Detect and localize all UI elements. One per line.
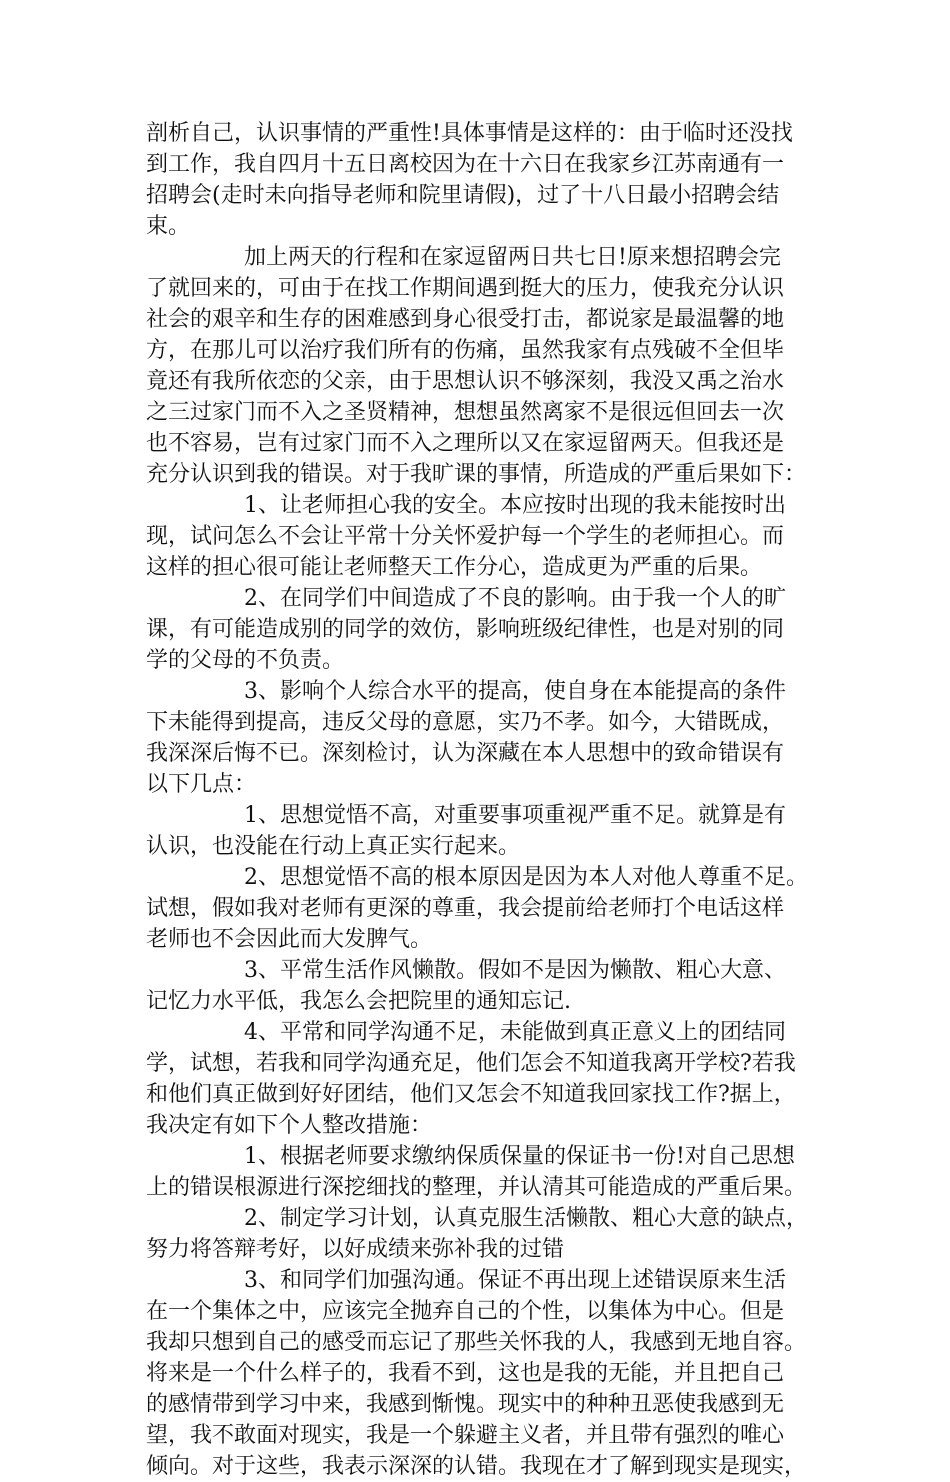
text-line: 3、平常生活作风懒散。假如不是因为懒散、粗心大意、: [244, 958, 786, 983]
text-line: 认识，也没能在行动上真正实行起来。: [146, 834, 521, 859]
text-line: 到工作，我自四月十五日离校因为在十六日在我家乡江苏南通有一: [146, 152, 785, 177]
text-line: 充分认识到我的错误。对于我旷课的事情，所造成的严重后果如下：: [146, 462, 807, 487]
text-line: 倾向。对于这些，我表示深深的认错。我现在才了解到现实是现实，: [146, 1454, 807, 1479]
text-line: 老师也不会因此而大发脾气。: [146, 927, 433, 952]
text-line: 3、和同学们加强沟通。保证不再出现上述错误原来生活: [244, 1268, 786, 1293]
text-line: 学，试想，若我和同学沟通充足，他们怎会不知道我离开学校?若我: [146, 1051, 796, 1076]
text-line: 方，在那儿可以治疗我们所有的伤痛，虽然我家有点残破不全但毕: [146, 338, 785, 363]
text-line: 努力将答辩考好，以好成绩来弥补我的过错: [146, 1237, 565, 1262]
text-line: 4、平常和同学沟通不足，未能做到真正意义上的团结同: [244, 1020, 786, 1045]
text-line: 将来是一个什么样子的，我看不到，这也是我的无能，并且把自己: [146, 1361, 785, 1386]
text-line: 1、思想觉悟不高，对重要事项重视严重不足。就算是有: [244, 803, 786, 828]
text-line: 现，试问怎么不会让平常十分关怀爱护每一个学生的老师担心。而: [146, 524, 785, 549]
text-line: 我深深后悔不已。深刻检讨，认为深藏在本人思想中的致命错误有: [146, 741, 785, 766]
text-line: 记忆力水平低，我怎么会把院里的通知忘记.: [146, 989, 571, 1014]
text-line: 1、让老师担心我的安全。本应按时出现的我未能按时出: [244, 493, 786, 518]
document-body: [146, 118, 826, 1482]
text-line: 以下几点：: [146, 772, 257, 797]
text-line: 竟还有我所依恋的父亲，由于思想认识不够深刻，我没又禹之治水: [146, 369, 785, 394]
text-line: 2、思想觉悟不高的根本原因是因为本人对他人尊重不足。: [244, 865, 808, 890]
text-line: 望，我不敢面对现实，我是一个躲避主义者，并且带有强烈的唯心: [146, 1423, 785, 1448]
text-line: 2、在同学们中间造成了不良的影响。由于我一个人的旷: [244, 586, 786, 611]
text-line: 课，有可能造成别的同学的效仿，影响班级纪律性，也是对别的同: [146, 617, 785, 642]
text-line: 束。: [146, 214, 191, 239]
text-line: 招聘会(走时未向指导老师和院里请假)，过了十八日最小招聘会结: [146, 183, 780, 208]
text-line: 加上两天的行程和在家逗留两日共七日!原来想招聘会完: [244, 245, 781, 270]
text-line: 的感情带到学习中来，我感到惭愧。现实中的种种丑恶使我感到无: [146, 1392, 785, 1417]
text-line: 也不容易，岂有过家门而不入之理所以又在家逗留两天。但我还是: [146, 431, 785, 456]
text-line: 我却只想到自己的感受而忘记了那些关怀我的人，我感到无地自容。: [146, 1330, 807, 1355]
text-line: 社会的艰辛和生存的困难感到身心很受打击，都说家是最温馨的地: [146, 307, 785, 332]
text-line: 了就回来的，可由于在找工作期间遇到挺大的压力，使我充分认识: [146, 276, 785, 301]
text-line: 在一个集体之中，应该完全抛弃自己的个性，以集体为中心。但是: [146, 1299, 785, 1324]
text-line: 和他们真正做到好好团结，他们又怎会不知道我回家找工作?据上，: [146, 1082, 796, 1107]
text-line: 2、制定学习计划，认真克服生活懒散、粗心大意的缺点，: [244, 1206, 808, 1231]
text-line: 试想，假如我对老师有更深的尊重，我会提前给老师打个电话这样: [146, 896, 785, 921]
text-line: 剖析自己，认识事情的严重性!具体事情是这样的：由于临时还没找: [146, 121, 793, 146]
text-line: 下未能得到提高，违反父母的意愿，实乃不孝。如今，大错既成，: [146, 710, 785, 735]
text-line: 这样的担心很可能让老师整天工作分心，造成更为严重的后果。: [146, 555, 763, 580]
text-line: 1、根据老师要求缴纳保质保量的保证书一份!对自己思想: [244, 1144, 795, 1169]
text-line: 我决定有如下个人整改措施：: [146, 1113, 433, 1138]
text-line: 3、影响个人综合水平的提高，使自身在本能提高的条件: [244, 679, 786, 704]
text-line: 之三过家门而不入之圣贤精神，想想虽然离家不是很远但回去一次: [146, 400, 785, 425]
text-line: 学的父母的不负责。: [146, 648, 345, 673]
text-line: 上的错误根源进行深挖细找的整理，并认清其可能造成的严重后果。: [146, 1175, 807, 1200]
